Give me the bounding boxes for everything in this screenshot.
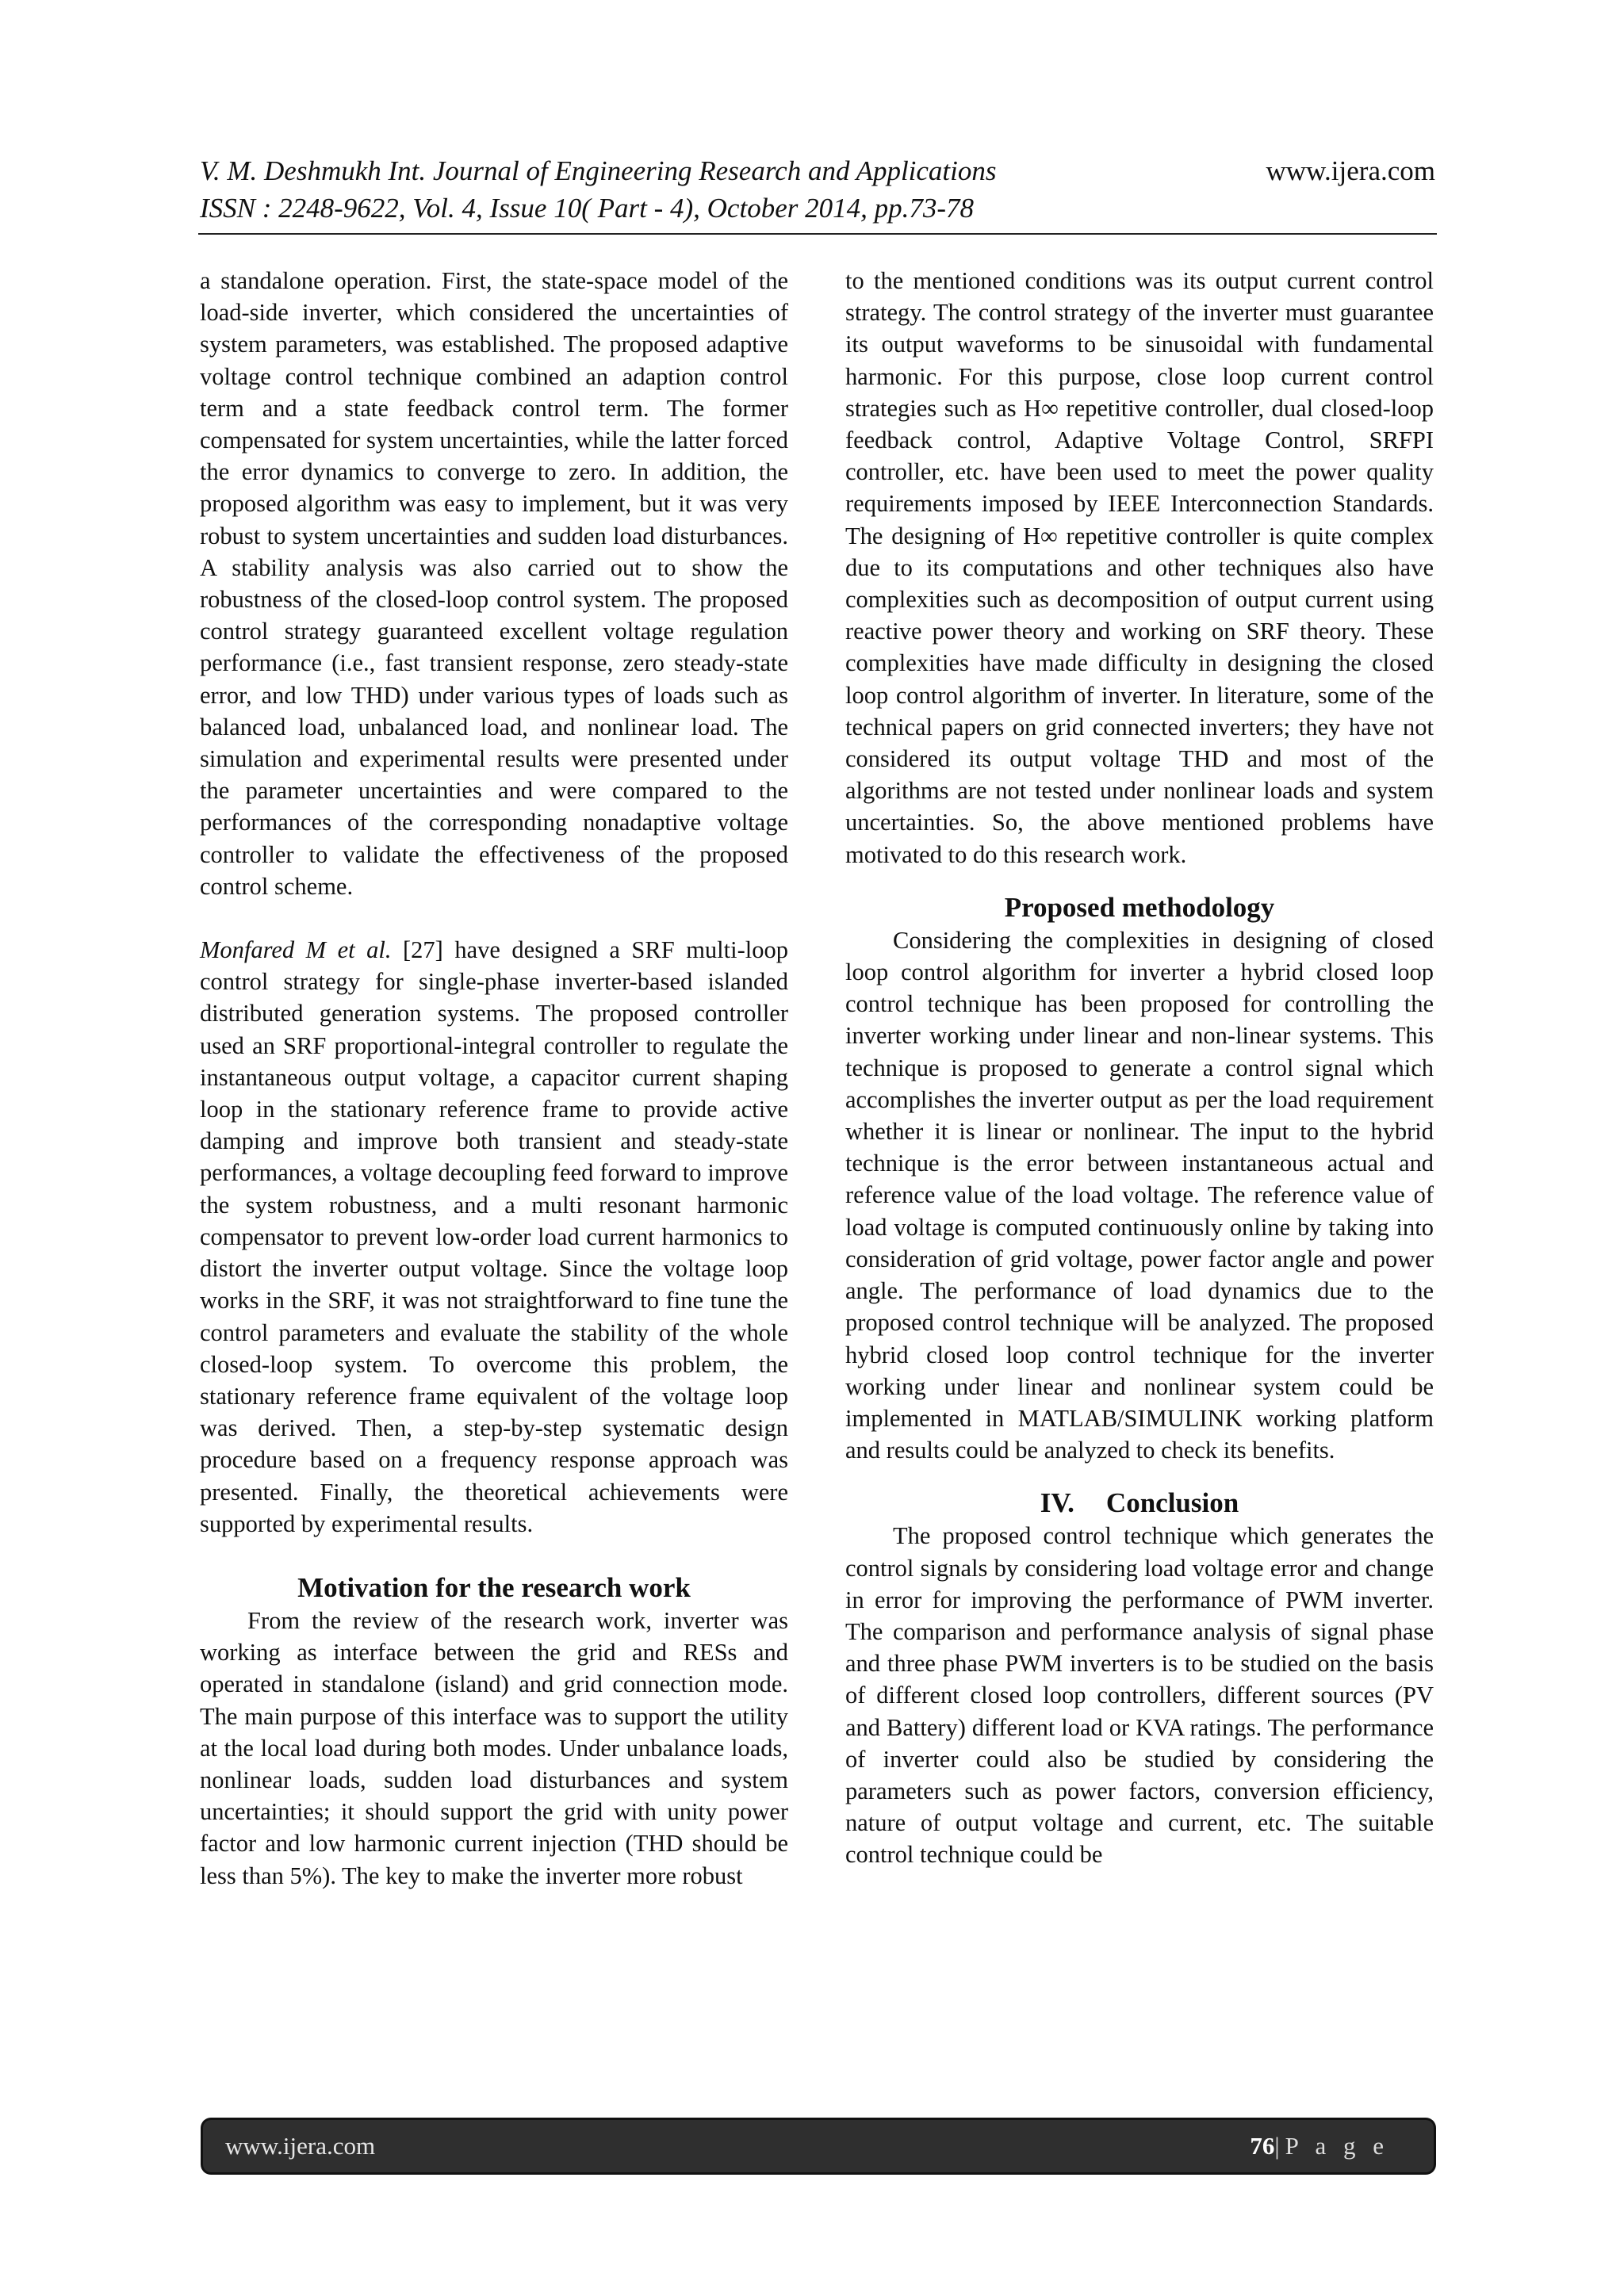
left-paragraph-3: From the review of the research work, inverter was working as interface between the grid and RESs and operated in standalone (island) and grid connection mode. The main purpose of this interface was to support the utility at the local load during both modes. Under unbalance loads, nonlinear loads, sudden load disturbances and system uncertainties; it should support the grid with unity power factor and low harmonic current injection (THD should be less than 5%). The key to make the inverter more robust (200, 1606, 788, 1889)
left-paragraph-1: a standalone operation. First, the state-space model of the load-side inverter, which considered the uncertainties of system parameters, was established. The proposed adaptive voltage control technique combined an adaption control term and a state feedback control term. The former compensated for system uncertainties, while the latter forced the error dynamics to converge to zero. In addition, the proposed algorithm was easy to implement, but it was very robust to system uncertainties and sudden load disturbances. A stability analysis was also carried out to show the robustness of the closed-loop control system. The proposed control strategy guaranteed excellent voltage regulation performance (i.e., fast transient response, zero steady-state error, and low THD) under various types of loads such as balanced load, unbalanced load, and nonlinear load. The simulation and experimental results were presented under the parameter uncertainties and were compared to the performances of the corresponding nonadaptive voltage controller to validate the effectiveness of the proposed control scheme. (200, 267, 788, 900)
header-line-1 (200, 152, 1435, 189)
left-paragraph-2-text: [27] have designed a SRF multi-loop control strategy for single-phase inverter-based islanded distributed generation systems. The proposed controller used an SRF proportional-integral controller to regulate the instantaneous output voltage, a capacitor current shaping loop in the stationary reference frame to provide active damping and improve both transient and steady-state performances, a voltage decoupling feed forward to improve the system robustness, and a multi resonant harmonic compensator to prevent low-order load current harmonics to distort the inverter output voltage. Since the voltage loop works in the SRF, it was not straightforward to fine tune the control parameters and evaluate the stability of the whole closed-loop system. To overcome this problem, the stationary reference frame equivalent of the voltage loop was derived. Then, a step-by-step systematic design procedure based on a frequency response approach was presented. Finally, the theoretical achievements were supported by experimental results. (200, 936, 788, 1537)
motivation-heading: Motivation for the research work (297, 1571, 691, 1603)
page-label: |P a g e (1274, 2132, 1389, 2160)
page-indicator (1250, 2132, 1389, 2160)
header-rule (198, 233, 1437, 235)
methodology-heading: Proposed methodology (1004, 891, 1275, 923)
running-header (200, 152, 1435, 227)
spacer (845, 871, 1434, 891)
right-column (845, 265, 1434, 1871)
left-paragraph-2 (200, 934, 788, 1540)
section-number: IV. (1040, 1487, 1074, 1519)
spacer (200, 1540, 788, 1571)
conclusion-heading (845, 1487, 1434, 1520)
right-paragraph-1: to the mentioned conditions was its output current control strategy. The control strategy of the inverter must guarantee its output waveforms to be sinusoidal with fundamental harmonic. For this purpose, close loop current control strategies such as H∞ repetitive controller, dual closed-loop feedback control, Adaptive Voltage Control, SRFPI controller, etc. have been used to meet the power quality requirements imposed by IEEE Interconnection Standards. The designing of H∞ repetitive controller is quite complex due to its computations and other techniques also have complexities such as decomposition of output current using reactive power theory and working on SRF theory. These complexities have made difficulty in designing the closed loop control algorithm of inverter. In literature, some of the technical papers on grid connected inverters; they have not considered its output voltage THD and most of the algorithms are not tested under nonlinear loads and system uncertainties. So, the above mentioned problems have motivated to do this research work. (845, 267, 1434, 868)
journal-title: V. M. Deshmukh Int. Journal of Engineering Research and Applications (200, 155, 997, 186)
spacer (845, 1466, 1434, 1487)
header-website: www.ijera.com (1266, 155, 1435, 186)
author-citation: Monfared M et al. (200, 936, 392, 964)
page-footer (203, 2120, 1434, 2172)
spacer (200, 902, 788, 934)
right-paragraph-2: Considering the complexities in designing of closed loop control algorithm for inverter a hybrid closed loop control technique has been proposed for controlling the inverter working under linear and non-linear systems. This technique is proposed to generate a control signal which accomplishes the inverter output as per the load requirement whether it is linear or nonlinear. The input to the hybrid technique is the error between instantaneous actual and reference value of the load voltage. The reference value of load voltage is computed continuously online by taking into consideration of grid voltage, power factor angle and power angle. The performance of load dynamics due to the proposed control technique will be analyzed. The proposed hybrid closed loop control technique for the inverter working under linear and nonlinear system could be implemented in MATLAB/SIMULINK working platform and results could be analyzed to check its benefits. (845, 926, 1434, 1464)
footer-website: www.ijera.com (225, 2132, 376, 2160)
conclusion-title: Conclusion (1105, 1487, 1239, 1519)
right-paragraph-3: The proposed control technique which generates the control signals by considering load voltage error and change in error for improving the performance of PWM inverter. The comparison and performance analysis of signal phase and three phase PWM inverters is to be studied on the basis of different closed loop controllers, different sources (PV and Battery) different load or KVA ratings. The performance of inverter could also be studied by considering the parameters such as power factors, conversion efficiency, nature of output voltage and current, etc. The suitable control technique could be (845, 1522, 1434, 1869)
page-number: 76 (1250, 2132, 1275, 2160)
issn-line: ISSN : 2248-9622, Vol. 4, Issue 10( Part - 4), October 2014, pp.73-78 (200, 193, 975, 224)
left-column (200, 265, 788, 1892)
